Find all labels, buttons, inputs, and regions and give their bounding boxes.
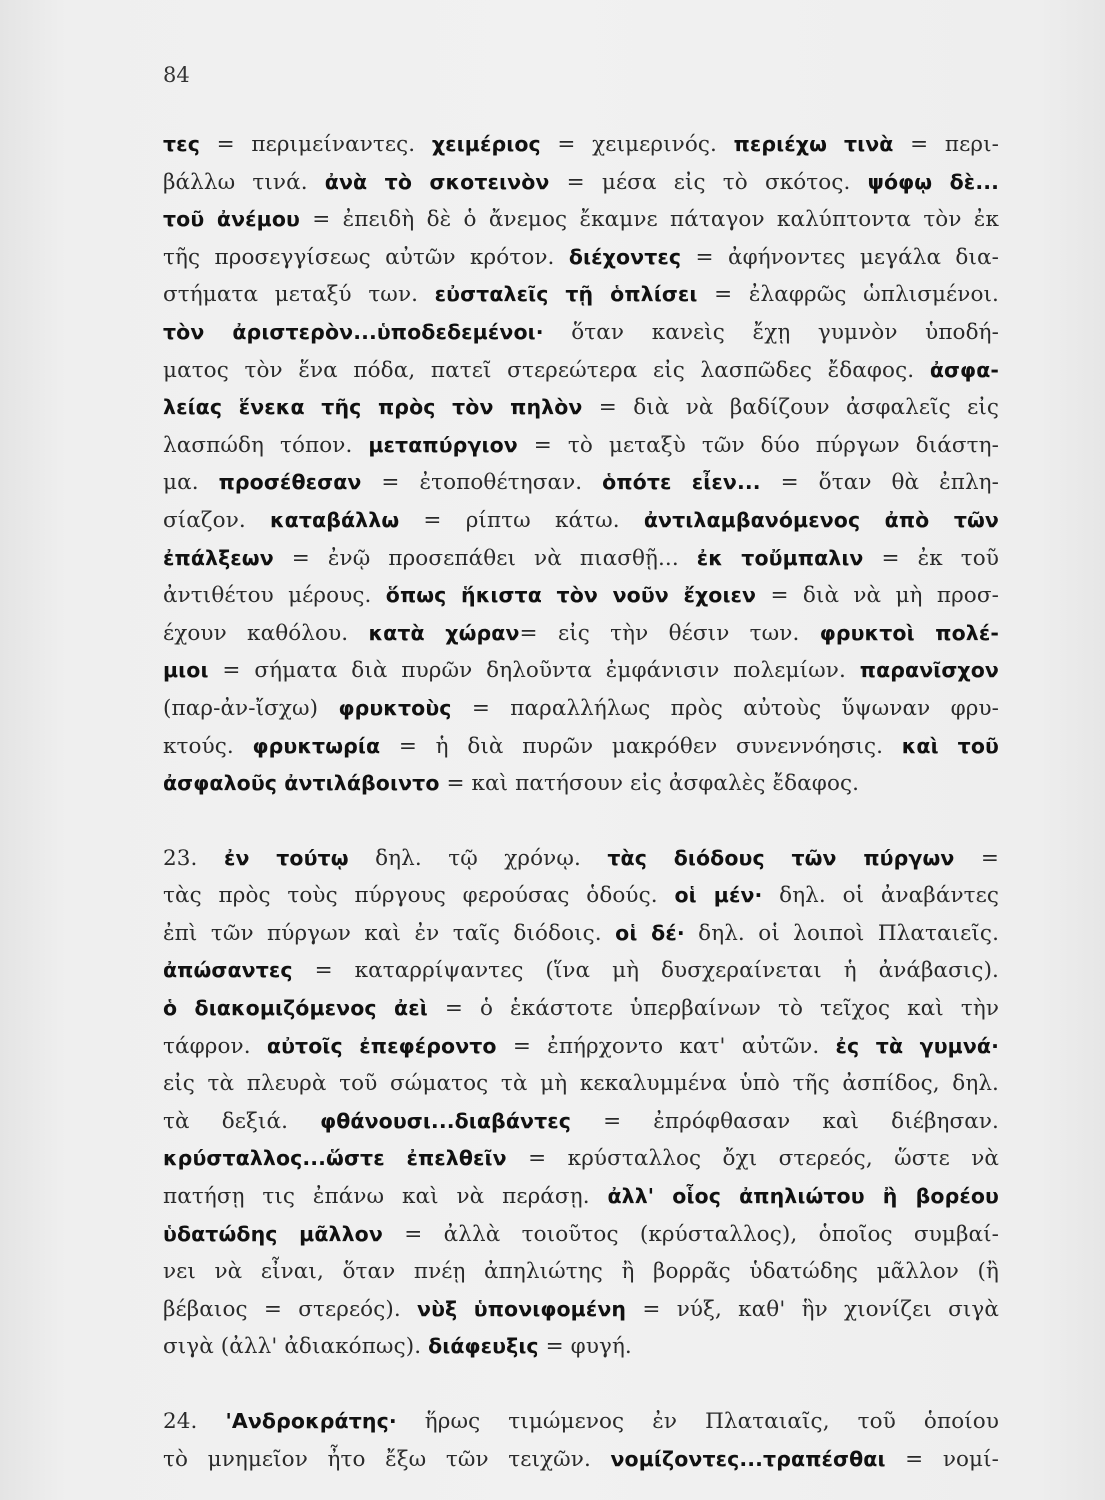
gloss-text: = σήματα διὰ πυρῶν δηλοῦντα ἐμφάνισιν πολεμίων.	[208, 658, 860, 684]
text-line	[163, 915, 999, 953]
text-line	[163, 1028, 999, 1066]
text-line	[163, 577, 999, 615]
lemma-term: ψόφῳ δὲ...	[867, 169, 999, 194]
gloss-text: = χειμερινός.	[540, 132, 734, 157]
gloss-text: εἰς τὰ πλευρὰ τοῦ σώματος τὰ μὴ κεκαλυμμένα ὑπὸ τῆς ἀσπίδος, δηλ.	[163, 1071, 999, 1097]
text-line	[163, 464, 999, 502]
gloss-text: = ἀλλὰ τοιοῦτος (κρύσταλλος), ὁποῖος συμβαί-	[382, 1221, 999, 1247]
gloss-text: = εἰς τὴν θέσιν των.	[519, 620, 820, 646]
lemma-term: τες	[163, 132, 200, 156]
gloss-text: μα.	[163, 470, 219, 496]
gloss-text: πατήσῃ τις ἐπάνω καὶ νὰ περάσῃ.	[163, 1184, 608, 1210]
gloss-text: 24.	[163, 1409, 226, 1434]
lemma-term: ἐπάλξεων	[163, 545, 274, 570]
gloss-text: νει νὰ εἶναι, ὅταν πνέῃ ἀπηλιώτης ἢ βορρᾶς ὑδατώδης μᾶλλον (ἢ	[163, 1259, 999, 1285]
lemma-term: ἀπώσαντες	[163, 958, 293, 983]
gloss-text: τὰς πρὸς τοὺς πύργους φερούσας ὁδούς.	[163, 883, 675, 909]
gloss-text: = περι-	[893, 132, 999, 157]
lemma-term: ἀντιλαμβανόμενος ἀπὸ τῶν	[643, 507, 999, 532]
lemma-term: περιέχω τινὰ	[733, 132, 894, 156]
gloss-text: = περιμείναντες.	[199, 132, 432, 157]
lemma-term: ἀλλ' οἷος ἀπηλιώτου ἢ βορέου	[607, 1184, 999, 1209]
gloss-text: = ἐπρόφθασαν καὶ διέβησαν.	[571, 1108, 999, 1134]
gloss-text: = φυγή.	[538, 1334, 632, 1360]
gloss-text: = ἐνῷ προσεπάθει νὰ πιασθῇ...	[273, 545, 697, 571]
text-line	[163, 952, 999, 990]
text-line	[163, 990, 999, 1028]
text-line	[163, 690, 999, 728]
gloss-text: ἐπὶ τῶν πύργων καὶ ἐν ταῖς διόδοις.	[163, 920, 616, 946]
lemma-term: φθάνουσι...διαβάντες	[320, 1108, 572, 1133]
lemma-term: λείας ἕνεκα τῆς πρὸς τὸν πηλὸν	[163, 395, 583, 420]
gloss-text: = ὁ ἑκάστοτε ὑπερβαίνων τὸ τεῖχος καὶ τὴν	[427, 996, 999, 1022]
gloss-text: = ἀφήνοντες μεγάλα δια-	[681, 244, 999, 270]
gloss-text: ὅταν κανεὶς ἔχῃ γυμνὸν ὑποδή-	[543, 319, 999, 345]
text-line	[163, 728, 999, 766]
gloss-text: = ἡ διὰ πυρῶν μακρόθεν συνεννόησις.	[380, 733, 902, 759]
gloss-text: = ρίπτω κάτω.	[399, 507, 644, 533]
lemma-term: νὺξ ὑπονιφομένη	[417, 1296, 627, 1321]
gloss-text: ματος τὸν ἕνα πόδα, πατεῖ στερεώτερα εἰς λασπῶδες ἔδαφος.	[163, 357, 930, 383]
text-line	[163, 615, 999, 653]
gloss-text: = ἐκ τοῦ	[863, 545, 999, 571]
text-line	[163, 276, 999, 314]
gloss-text: = μέσα εἰς τὸ σκότος.	[549, 169, 868, 195]
lemma-term: νομίζοντες...τραπέσθαι	[610, 1446, 886, 1471]
lemma-term: χειμέριος	[431, 132, 541, 156]
text-line	[163, 540, 999, 578]
gloss-text: = νύξ, καθ' ἣν χιονίζει σιγὰ	[626, 1296, 999, 1322]
lemma-term: ἐν τούτῳ	[223, 845, 349, 870]
gloss-text: σίαζον.	[163, 507, 270, 533]
gloss-text: ἥρως τιμώμενος ἐν Πλαταιαῖς, τοῦ ὁποίου	[396, 1409, 999, 1434]
gloss-text: =	[954, 845, 999, 871]
lemma-term: ἀνὰ τὸ σκοτεινὸν	[324, 169, 550, 194]
lemma-term: φρυκτωρία	[252, 733, 381, 758]
lemma-term: ὁπότε εἶεν...	[602, 470, 761, 495]
lemma-term: φρυκτοὶ πολέ-	[819, 620, 999, 645]
gloss-text: = παραλλήλως πρὸς αὐτοὺς ὕψωναν φρυ-	[451, 695, 999, 721]
lemma-term: τοῦ ἀνέμου	[163, 207, 300, 232]
gloss-text: = τὸ μεταξὺ τῶν δύο πύργων διάστη-	[517, 432, 999, 458]
lemma-term: προσέθεσαν	[218, 470, 362, 495]
lemma-term: ὑδατώδης μᾶλλον	[163, 1221, 383, 1246]
paragraph	[163, 1403, 999, 1478]
paragraph-gap	[163, 1366, 999, 1403]
text-line	[163, 1140, 999, 1178]
text-line	[163, 1291, 999, 1329]
lemma-term: ὁ διακομιζόμενος ἀεὶ	[163, 996, 428, 1021]
lemma-term: κατὰ χώραν	[368, 620, 520, 645]
text-line	[163, 427, 999, 465]
gloss-text: = κρύσταλλος ὄχι στερεός, ὥστε νὰ	[506, 1146, 1000, 1172]
text-line	[163, 126, 999, 164]
lemma-term: οἱ δέ·	[615, 920, 685, 945]
text-line	[163, 239, 999, 277]
text-line	[163, 1328, 999, 1366]
paragraph-gap	[163, 803, 999, 840]
text-line	[163, 1103, 999, 1141]
lemma-term: εὐσταλεῖς τῇ ὁπλίσει	[434, 282, 698, 307]
text-line	[163, 352, 999, 390]
gloss-text: τάφρον.	[163, 1033, 267, 1059]
lemma-term: οἱ μέν·	[674, 883, 763, 908]
gloss-text: = ἐπειδὴ δὲ ὁ ἄνεμος ἔκαμνε πάταγον καλύπτοντα τὸν ἐκ	[299, 207, 999, 233]
lemma-term: ἀσφαλοῦς ἀντιλάβοιντο	[163, 771, 440, 796]
gloss-text: = καὶ πατήσουν εἰς ἀσφαλὲς ἔδαφος.	[439, 771, 860, 797]
lemma-term: τὰς διόδους τῶν πύργων	[607, 845, 955, 870]
lemma-term: ὅπως ἥκιστα τὸν νοῦν ἔχοιεν	[385, 583, 757, 608]
text-line	[163, 652, 999, 690]
lemma-term: φρυκτοὺς	[338, 695, 452, 720]
text-line	[163, 502, 999, 540]
gloss-text: βάλλω τινά.	[163, 169, 325, 195]
gloss-text: = ὅταν θὰ ἐπλη-	[760, 470, 1000, 496]
text-line	[163, 201, 999, 239]
gloss-text: στήματα μεταξύ των.	[163, 282, 435, 308]
text-line	[163, 1403, 999, 1441]
lemma-term: κρύσταλλος...ὥστε ἐπελθεῖν	[163, 1146, 507, 1171]
lemma-term: τὸν ἀριστερὸν...ὑποδεδεμένοι·	[163, 319, 544, 344]
gloss-text: = διὰ νὰ βαδίζουν ἀσφαλεῖς εἰς	[582, 395, 999, 421]
gloss-text: τὰ δεξιά.	[163, 1108, 321, 1134]
lemma-term: διάφευξις	[428, 1334, 539, 1359]
text-line	[163, 164, 999, 202]
text-line	[163, 1441, 999, 1479]
lemma-term: 'Ανδροκράτης·	[225, 1409, 397, 1433]
gloss-text: = ἐλαφρῶς ὡπλισμένοι.	[697, 282, 999, 308]
gloss-text: έχουν καθόλου.	[163, 620, 369, 646]
gloss-text: = ἐτοποθέτησαν.	[361, 470, 603, 496]
gloss-text: δηλ. οἱ ἀναβάντες	[762, 883, 999, 909]
text-line	[163, 765, 999, 803]
lemma-term: διέχοντες	[568, 244, 682, 269]
gloss-text: = ἐπήρχοντο κατ' αὐτῶν.	[496, 1033, 836, 1059]
gloss-text: βέβαιος = στερεός).	[163, 1296, 418, 1322]
paragraph	[163, 840, 999, 1366]
text-line	[163, 1253, 999, 1291]
text-line	[163, 314, 999, 352]
gloss-text: δηλ. τῷ χρόνῳ.	[348, 845, 608, 871]
gloss-text: τὸ μνημεῖον ἦτο ἔξω τῶν τειχῶν.	[163, 1446, 611, 1472]
lemma-term: παρανῖσχον	[859, 658, 999, 683]
text-line	[163, 877, 999, 915]
gloss-text: δηλ. οἱ λοιποὶ Πλαταιεῖς.	[684, 920, 999, 946]
text-line	[163, 1216, 999, 1254]
lemma-term: αὐτοῖς ἐπεφέροντο	[266, 1033, 497, 1058]
text-line	[163, 1178, 999, 1216]
lemma-term: καὶ τοῦ	[901, 733, 999, 758]
text-line	[163, 840, 999, 878]
gloss-text: = καταρρίψαντες (ἵνα μὴ δυσχεραίνεται ἡ ἀνάβασις).	[292, 958, 999, 984]
gloss-text: τῆς προσεγγίσεως αὐτῶν κρότον.	[163, 244, 569, 270]
gloss-text: 23.	[163, 845, 224, 871]
gloss-text: = νομί-	[885, 1446, 1000, 1472]
lemma-term: ἐς τὰ γυμνά·	[835, 1033, 1000, 1058]
paragraph	[163, 126, 999, 803]
gloss-text: σιγὰ (ἀλλ' ἀδιακόπως).	[163, 1334, 429, 1360]
lemma-term: ἀσφα-	[929, 357, 999, 382]
lemma-term: μεταπύργιον	[368, 432, 518, 457]
gloss-text: (παρ-ἀν-ἴσχω)	[163, 695, 339, 721]
lemma-term: καταβάλλω	[270, 507, 400, 532]
text-line	[163, 389, 999, 427]
gloss-text: κτούς.	[163, 733, 253, 759]
commentary-text	[163, 126, 999, 1478]
lemma-term: ἐκ τοὔμπαλιν	[696, 545, 864, 570]
gloss-text: ἀντιθέτου μέρους.	[163, 583, 386, 609]
gloss-text: λασπώδη τόπον.	[163, 432, 369, 458]
gloss-text: = διὰ νὰ μὴ προσ-	[756, 583, 999, 609]
lemma-term: μιοι	[163, 658, 209, 683]
page-number: 84	[163, 63, 190, 87]
text-line	[163, 1065, 999, 1103]
